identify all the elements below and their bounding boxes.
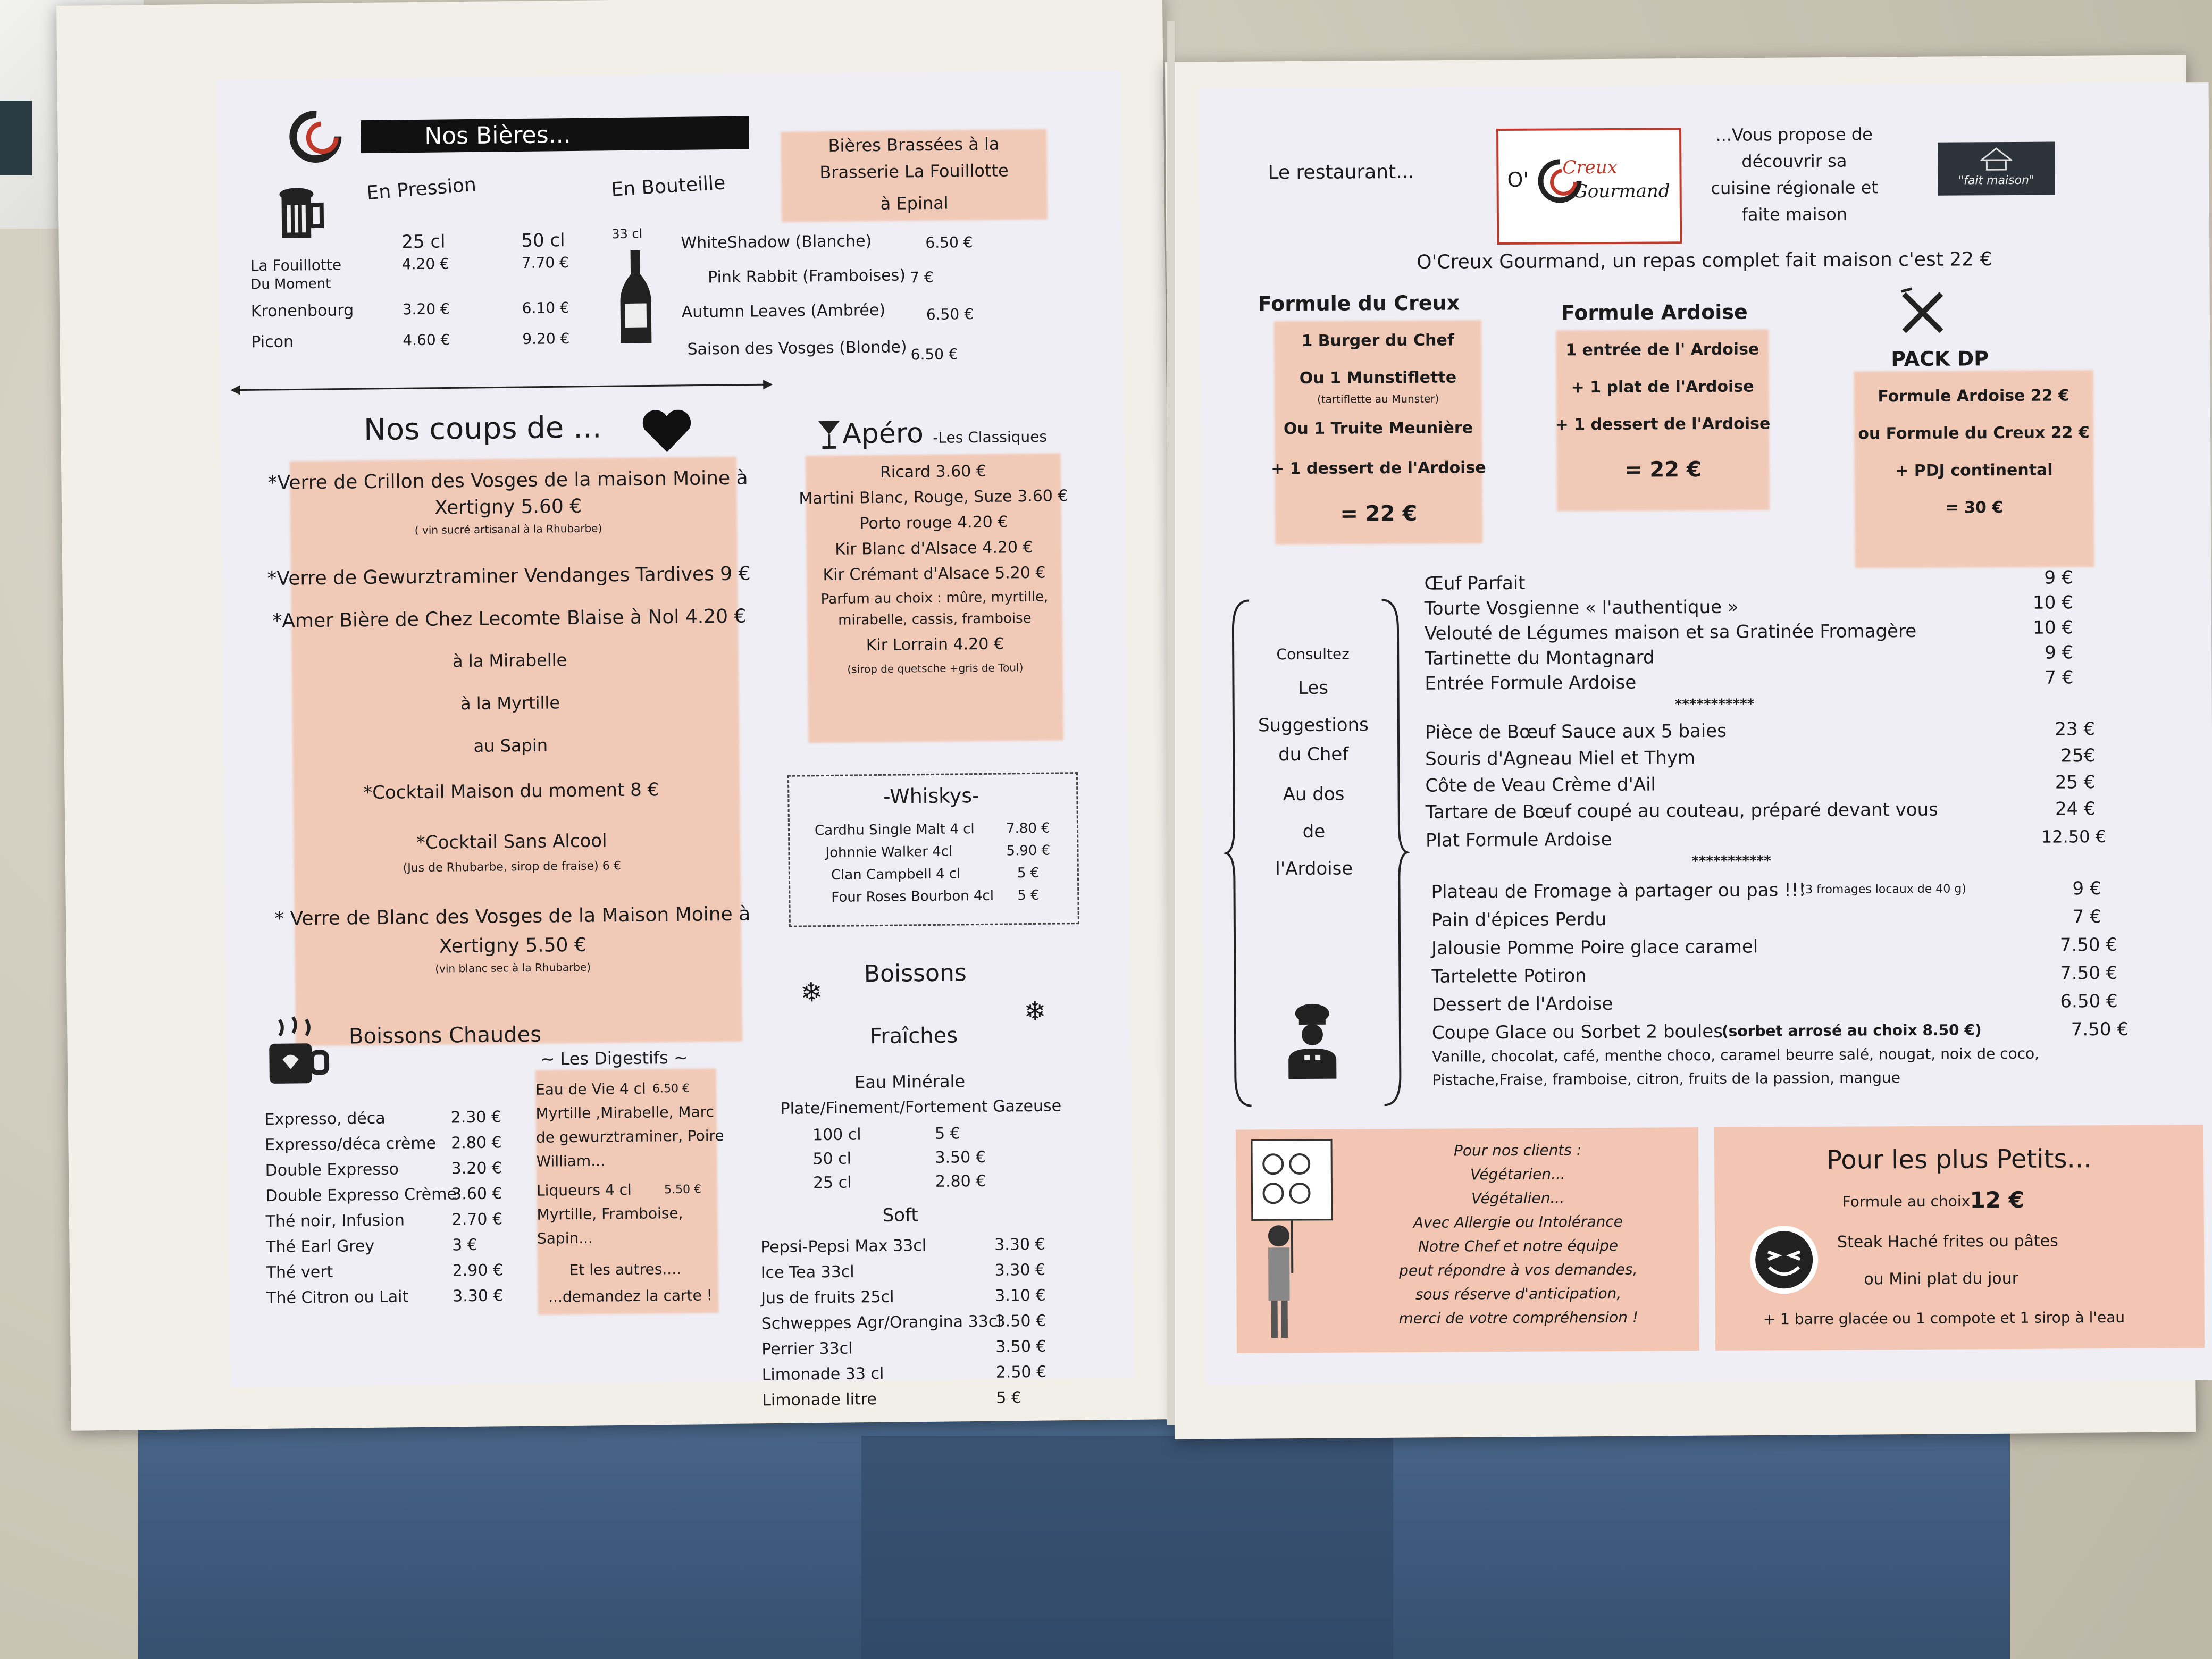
formule-creux-line-2: (tartiflette au Munster) <box>1317 392 1439 406</box>
fork-knife-icon <box>1896 286 1950 340</box>
soft-name-3: Schweppes Agr/Orangina 33cl <box>761 1312 1002 1334</box>
brassees-line-0: Bières Brassées à la <box>828 133 1000 156</box>
plat-price-0: 23 € <box>2055 718 2096 740</box>
soft-name-6: Limonade litre <box>762 1390 877 1410</box>
pression-50-0: 7.70 € <box>521 254 569 272</box>
propose-line-1: découvrir sa <box>1741 150 1847 172</box>
pression-name-0: La Fouillotte <box>250 256 342 275</box>
soft-price-5: 2.50 € <box>995 1362 1047 1382</box>
coups-item-5: au Sapin <box>473 735 548 756</box>
logo-o: O' <box>1507 167 1529 191</box>
digestif-line-0: Myrtille ,Mirabelle, Marc <box>535 1103 715 1122</box>
logo-creux: Creux <box>1562 156 1618 179</box>
bouteille-name-1: Pink Rabbit (Framboises) <box>707 266 906 287</box>
dessert-note-0: (3 fromages locaux de 40 g) <box>1800 882 1966 897</box>
soft-name-0: Pepsi-Pepsi Max 33cl <box>760 1236 927 1257</box>
entree-name-1: Tourte Vosgienne « l'authentique » <box>1424 596 1739 619</box>
chaude-name-2: Double Expresso <box>265 1160 399 1180</box>
dessert-price-5: 7.50 € <box>2071 1018 2129 1041</box>
soft-price-3: 3.50 € <box>995 1311 1046 1331</box>
chaude-price-2: 3.20 € <box>451 1159 502 1178</box>
chaude-price-7: 3.30 € <box>452 1286 504 1306</box>
digestifs-title: ~ Les Digestifs ~ <box>540 1047 689 1069</box>
formule-ardoise-title: Formule Ardoise <box>1561 300 1748 325</box>
pression-name-2: Picon <box>251 332 294 352</box>
snowflake-icon-left: ❄ <box>799 976 824 1009</box>
logo-gourmand: Gourmand <box>1573 180 1670 203</box>
liqueurs-price: 5.50 € <box>664 1183 702 1197</box>
smiley-icon <box>1747 1222 1822 1297</box>
consultez-3: du Chef <box>1278 743 1349 766</box>
formule-creux-line-4: + 1 dessert de l'Ardoise <box>1270 458 1486 479</box>
plat-name-1: Souris d'Agneau Miel et Thym <box>1425 747 1696 770</box>
entree-price-1: 10 € <box>2032 592 2073 614</box>
pression-name-0b: Du Moment <box>250 275 331 293</box>
plat-price-2: 25 € <box>2055 772 2096 793</box>
clients-line-6: sous réserve d'anticipation, <box>1415 1284 1622 1303</box>
parfums-line-0: Vanille, chocolat, café, menthe choco, caramel beurre salé, nougat, noix de coco, <box>1432 1044 2040 1066</box>
pression-50-1: 6.10 € <box>522 299 569 317</box>
en-bouteille-label: En Bouteille <box>610 172 726 201</box>
soft-price-4: 3.50 € <box>995 1337 1046 1356</box>
fait-maison-text: "fait maison" <box>1958 173 2035 188</box>
formule-creux-line-3: Ou 1 Truite Meunière <box>1283 418 1473 439</box>
snowflake-icon-right: ❄ <box>1024 995 1046 1027</box>
formule-creux-line-0: 1 Burger du Chef <box>1301 331 1454 350</box>
formule-creux-line-1: Ou 1 Munstiflette <box>1299 368 1457 388</box>
soft-title: Soft <box>882 1204 918 1226</box>
coups-item-6: *Cocktail Maison du moment 8 € <box>363 779 659 804</box>
formule-creux-price: = 22 € <box>1340 501 1418 526</box>
pression-50-2: 9.20 € <box>522 330 570 348</box>
apero-item-7: Kir Lorrain 4.20 € <box>866 634 1004 655</box>
coups-item-4: à la Myrtille <box>460 692 560 714</box>
coups-item-0-note: ( vin sucré artisanal à la Rhubarbe) <box>414 522 602 537</box>
hot-cup-icon <box>264 1014 333 1089</box>
tray-screen <box>0 101 32 175</box>
dessert-name-1: Pain d'épices Perdu <box>1431 908 1607 931</box>
soft-price-1: 3.30 € <box>994 1260 1046 1280</box>
beer-mug-icon <box>276 185 324 244</box>
apero-title: Apéro <box>842 417 924 450</box>
eau-size-1: 50 cl <box>812 1149 852 1169</box>
pack-dp-line-1: ou Formule du Creux 22 € <box>1858 423 2090 443</box>
le-restaurant: Le restaurant... <box>1268 161 1414 184</box>
chaude-name-0: Expresso, déca <box>264 1109 386 1129</box>
eau-de-vie-price: 6.50 € <box>652 1082 690 1096</box>
whisky-price-2: 5 € <box>1017 865 1040 882</box>
coups-item-7: *Cocktail Sans Alcool <box>416 830 607 854</box>
propose-line-2: cuisine régionale et <box>1711 177 1878 198</box>
clients-line-4: Notre Chef et notre équipe <box>1418 1236 1619 1255</box>
apero-item-2: Porto rouge 4.20 € <box>859 513 1008 533</box>
apero-item-6: mirabelle, cassis, framboise <box>837 610 1032 629</box>
separator-0: *********** <box>1674 696 1755 713</box>
dessert-name-4: Dessert de l'Ardoise <box>1431 993 1613 1016</box>
whiskys-title: -Whiskys- <box>883 784 980 808</box>
clients-line-7: merci de votre compréhension ! <box>1398 1308 1639 1328</box>
tagline: O'Creux Gourmand, un repas complet fait maison c'est 22 € <box>1417 248 1992 273</box>
fraiches-title-1: Boissons <box>864 959 967 988</box>
clients-line-3: Avec Allergie ou Intolérance <box>1413 1212 1623 1231</box>
apero-subtitle: -Les Classiques <box>933 428 1048 447</box>
clients-line-2: Végétalien... <box>1471 1189 1565 1208</box>
digestifs-demandez: ...demandez la carte ! <box>548 1286 713 1306</box>
house-icon <box>1980 147 2012 171</box>
coups-item-0b: Xertigny 5.60 € <box>434 495 582 519</box>
chaude-price-3: 3.60 € <box>451 1184 502 1204</box>
propose-line-0: ...Vous propose de <box>1715 124 1873 145</box>
bouteille-price-3: 6.50 € <box>910 345 958 364</box>
left-brace <box>1222 598 1257 1108</box>
whisky-price-1: 5.90 € <box>1006 842 1051 859</box>
coups-item-8: * Verre de Blanc des Vosges de la Maison Moine à <box>274 903 751 930</box>
whisky-name-1: Johnnie Walker 4cl <box>825 843 953 861</box>
right-brace <box>1377 597 1411 1108</box>
chaude-price-6: 2.90 € <box>452 1261 504 1280</box>
chaude-price-0: 2.30 € <box>450 1108 502 1127</box>
formule-ardoise-line-2: + 1 dessert de l'Ardoise <box>1555 414 1771 434</box>
chaude-name-7: Thé Citron ou Lait <box>266 1287 409 1308</box>
dessert-price-2: 7.50 € <box>2059 934 2118 956</box>
propose-line-3: faite maison <box>1741 204 1848 225</box>
coups-item-7-note: (Jus de Rhubarbe, sirop de fraise) 6 € <box>403 859 621 875</box>
plat-price-4: 12.50 € <box>2041 826 2107 847</box>
soft-price-6: 5 € <box>996 1388 1022 1407</box>
chaude-name-3: Double Expresso Crème <box>265 1185 457 1206</box>
clients-line-0: Pour nos clients : <box>1453 1141 1582 1160</box>
beer-bottle-icon <box>617 250 656 346</box>
pression-25-0: 4.20 € <box>401 255 450 273</box>
apero-item-1: Martini Blanc, Rouge, Suze 3.60 € <box>799 487 1068 508</box>
formule-ardoise-line-0: 1 entrée de l' Ardoise <box>1565 340 1759 360</box>
clients-line-5: peut répondre à vos demandes, <box>1399 1260 1638 1280</box>
restaurant-logo-icon <box>286 110 350 163</box>
dessert-price-0: 9 € <box>2072 878 2101 900</box>
coups-item-3: à la Mirabelle <box>452 650 567 672</box>
formule-ardoise-line-1: + 1 plat de l'Ardoise <box>1571 377 1754 397</box>
plat-name-2: Côte de Veau Crème d'Ail <box>1425 774 1656 797</box>
whisky-name-3: Four Roses Bourbon 4cl <box>831 887 994 906</box>
pack-dp-line-3: = 30 € <box>1945 498 2004 517</box>
formule-creux-title: Formule du Creux <box>1258 291 1460 316</box>
soft-name-1: Ice Tea 33cl <box>760 1262 854 1283</box>
eau-de-vie-label: Eau de Vie 4 cl <box>535 1079 646 1099</box>
apero-item-8: (sirop de quetsche +gris de Toul) <box>847 661 1024 676</box>
fraiches-title-2: Fraîches <box>869 1023 958 1049</box>
dessert-note-5: (sorbet arrosé au choix 8.50 €) <box>1721 1021 1982 1040</box>
entree-name-3: Tartinette du Montagnard <box>1425 647 1655 669</box>
entree-price-2: 10 € <box>2033 617 2074 639</box>
left-page <box>216 70 1134 1410</box>
entree-name-4: Entrée Formule Ardoise <box>1425 672 1637 694</box>
dessert-name-5: Coupe Glace ou Sorbet 2 boules <box>1431 1020 1723 1044</box>
liqueurs-label: Liqueurs 4 cl <box>536 1180 632 1200</box>
petits-formule: Formule au choix <box>1842 1192 1971 1211</box>
bouteille-price-2: 6.50 € <box>926 305 974 324</box>
eau-price-0: 5 € <box>934 1124 960 1143</box>
soft-name-5: Limonade 33 cl <box>761 1364 884 1385</box>
bouteille-price-1: 7 € <box>909 268 934 287</box>
petits-title: Pour les plus Petits... <box>1826 1144 2092 1175</box>
apero-item-0: Ricard 3.60 € <box>879 462 987 482</box>
coups-item-1: *Verre de Gewurztraminer Vendanges Tardives 9 € <box>267 563 751 590</box>
consultez-2: Suggestions <box>1258 714 1369 736</box>
digestif-line-2: William... <box>536 1152 606 1170</box>
digestif-line-4: Sapin... <box>537 1229 593 1247</box>
col-25cl: 25 cl <box>401 231 446 253</box>
chaudes-title: Boissons Chaudes <box>348 1022 542 1049</box>
dessert-price-4: 6.50 € <box>2060 990 2118 1012</box>
cocktail-glass-icon <box>816 418 843 451</box>
sign-person-icon <box>1241 1135 1338 1348</box>
clients-line-1: Végétarien... <box>1470 1165 1565 1184</box>
consultez-6: l'Ardoise <box>1275 858 1353 880</box>
menu-spine <box>1167 21 1175 1425</box>
whisky-price-3: 5 € <box>1017 887 1040 904</box>
entree-name-2: Velouté de Légumes maison et sa Gratinée Fromagère <box>1424 620 1917 644</box>
plat-name-0: Pièce de Bœuf Sauce aux 5 baies <box>1425 720 1727 743</box>
pack-dp-line-0: Formule Ardoise 22 € <box>1878 386 2070 406</box>
chaude-price-5: 3 € <box>451 1235 478 1255</box>
eau-price-1: 3.50 € <box>935 1147 986 1167</box>
bouteille-price-0: 6.50 € <box>925 233 973 252</box>
plat-name-3: Tartare de Bœuf coupé au couteau, préparé devant vous <box>1425 799 1938 823</box>
eau-title: Eau Minérale <box>854 1071 966 1093</box>
chaude-price-4: 2.70 € <box>451 1210 503 1229</box>
pression-25-2: 4.60 € <box>403 331 450 349</box>
ocreux-logo <box>1496 128 1682 245</box>
petits-line-1: ou Mini plat du jour <box>1864 1269 2019 1289</box>
eau-subtitle: Plate/Finement/Fortement Gazeuse <box>780 1096 1062 1118</box>
apero-item-4: Kir Crémant d'Alsace 5.20 € <box>823 563 1046 585</box>
chaude-name-6: Thé vert <box>266 1262 333 1283</box>
chaude-name-1: Expresso/déca crème <box>264 1134 437 1155</box>
pression-name-1: Kronenbourg <box>250 301 354 321</box>
dessert-name-2: Jalousie Pomme Poire glace caramel <box>1431 936 1758 959</box>
formule-ardoise-price: = 22 € <box>1624 457 1702 482</box>
consultez-0: Consultez <box>1276 645 1350 664</box>
jeans-seam <box>861 1436 1393 1659</box>
soft-price-2: 3.10 € <box>995 1286 1046 1305</box>
fait-maison-badge <box>1938 142 2055 196</box>
chaude-name-4: Thé noir, Infusion <box>265 1211 405 1231</box>
plat-price-3: 24 € <box>2055 798 2096 820</box>
col-50cl: 50 cl <box>521 230 565 252</box>
en-pression-label: En Pression <box>366 173 477 205</box>
dessert-price-1: 7 € <box>2072 906 2101 928</box>
divider-arrow <box>230 376 773 398</box>
eau-size-0: 100 cl <box>812 1125 861 1145</box>
entree-price-4: 7 € <box>2045 667 2074 689</box>
bieres-title-bar <box>361 116 749 153</box>
col-33cl: 33 cl <box>611 226 643 242</box>
dessert-name-3: Tartelette Potiron <box>1431 965 1587 987</box>
plat-name-4: Plat Formule Ardoise <box>1425 828 1612 851</box>
digestif-line-3: Myrtille, Framboise, <box>537 1204 683 1224</box>
coups-title: Nos coups de ... <box>363 410 602 448</box>
apero-item-3: Kir Blanc d'Alsace 4.20 € <box>835 538 1033 559</box>
entree-price-3: 9 € <box>2045 642 2074 664</box>
pack-dp-title: PACK DP <box>1891 347 1989 371</box>
soft-name-4: Perrier 33cl <box>761 1339 853 1359</box>
chaude-name-5: Thé Earl Grey <box>265 1236 375 1257</box>
parfums-line-1: Pistache,Fraise, framboise, citron, fruits de la passion, mangue <box>1432 1069 1901 1089</box>
brassees-line-1: Brasserie La Fouillotte <box>819 160 1009 183</box>
whisky-name-2: Clan Campbell 4 cl <box>831 866 961 883</box>
eau-size-2: 25 cl <box>812 1173 852 1193</box>
chaude-price-1: 2.80 € <box>450 1133 502 1153</box>
brassees-line-2: à Epinal <box>880 192 949 214</box>
bouteille-name-3: Saison des Vosges (Blonde) <box>687 338 907 359</box>
entree-name-0: Œuf Parfait <box>1424 572 1526 594</box>
consultez-4: Au dos <box>1283 783 1345 806</box>
heart-icon <box>640 407 694 455</box>
pression-25-1: 3.20 € <box>402 300 450 319</box>
chef-icon <box>1283 1002 1342 1082</box>
pack-dp-line-2: + PDJ continental <box>1895 460 2053 481</box>
digestifs-autres: Et les autres.... <box>569 1260 682 1279</box>
coups-item-8b: Xertigny 5.50 € <box>439 934 586 958</box>
soft-name-2: Jus de fruits 25cl <box>761 1287 894 1308</box>
whisky-name-0: Cardhu Single Malt 4 cl <box>814 821 975 839</box>
coups-item-2: *Amer Bière de Chez Lecomte Blaise à Nol 4.20 € <box>272 605 747 632</box>
eau-price-2: 2.80 € <box>935 1171 986 1191</box>
petits-line-2: + 1 barre glacée ou 1 compote et 1 sirop à l'eau <box>1763 1308 2125 1328</box>
coups-item-8-note: (vin blanc sec à la Rhubarbe) <box>435 960 591 975</box>
right-page <box>1199 82 2212 1385</box>
apero-item-5: Parfum au choix : mûre, myrtille, <box>820 589 1049 608</box>
digestif-line-1: de gewurztraminer, Poire <box>535 1127 724 1146</box>
petits-line-0: Steak Haché frites ou pâtes <box>1837 1231 2058 1252</box>
plat-price-1: 25€ <box>2060 745 2096 767</box>
consultez-1: Les <box>1297 677 1329 699</box>
soft-price-0: 3.30 € <box>994 1235 1045 1254</box>
petits-formule-price: 12 € <box>1970 1186 2025 1213</box>
coups-item-0: *Verre de Crillon des Vosges de la maison Moine à <box>267 467 748 494</box>
whisky-price-0: 7.80 € <box>1006 820 1050 837</box>
bouteille-name-0: WhiteShadow (Blanche) <box>681 232 872 253</box>
consultez-5: de <box>1302 820 1326 842</box>
bouteille-name-2: Autumn Leaves (Ambrée) <box>681 300 886 322</box>
entree-price-0: 9 € <box>2044 567 2073 589</box>
separator-1: *********** <box>1691 853 1771 870</box>
dessert-price-3: 7.50 € <box>2060 962 2118 984</box>
bieres-title: Nos Bières... <box>424 121 571 150</box>
dessert-name-0: Plateau de Fromage à partager ou pas !!! <box>1431 879 1806 903</box>
